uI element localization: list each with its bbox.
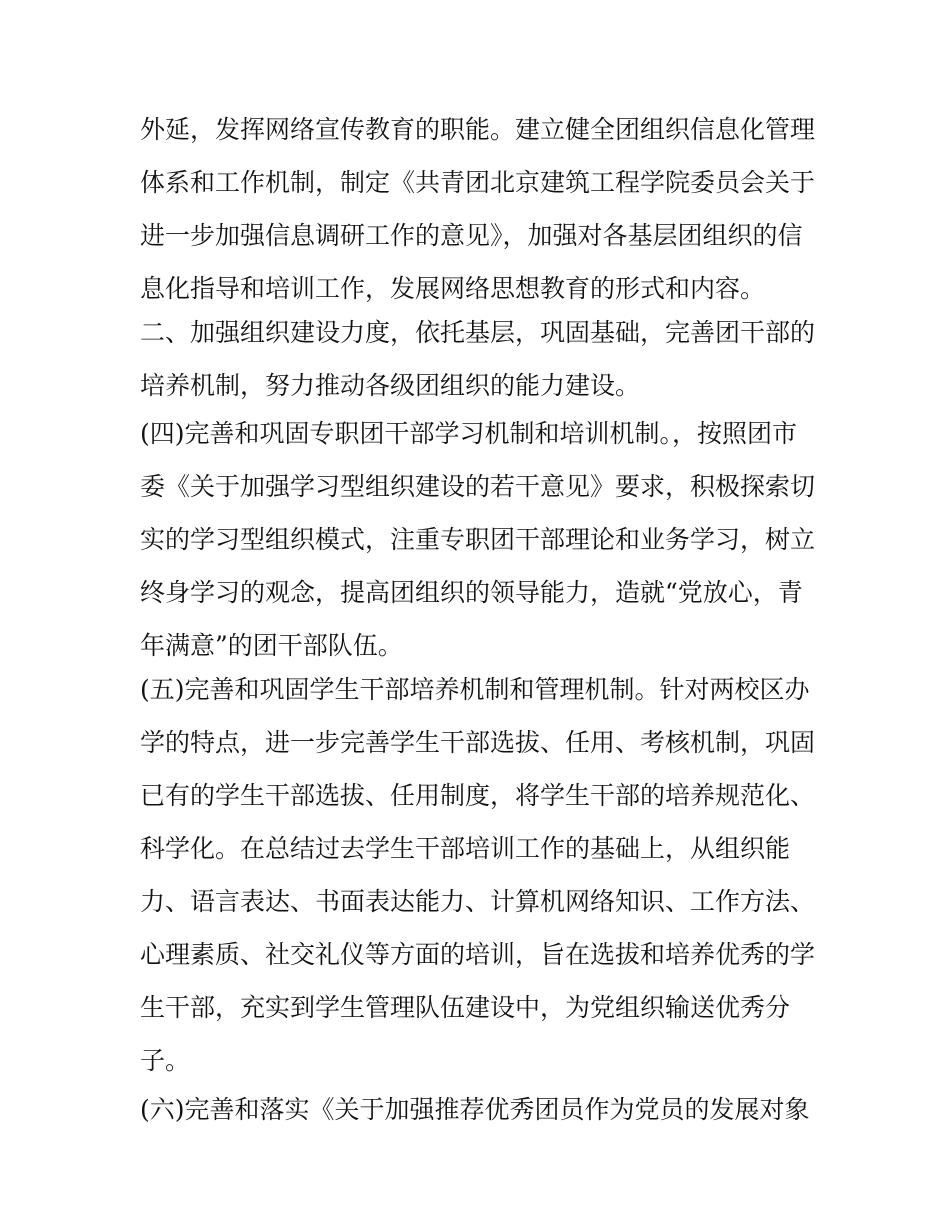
- text-line: 体系和工作机制，制定《共青团北京建筑工程学院委员会关于: [140, 168, 816, 197]
- text-line: (六)完善和落实《关于加强推荐优秀团员作为党员的发展对象: [140, 1095, 810, 1124]
- text-line: 进一步加强信息调研工作的意见》，加强对各基层团组织的信: [140, 221, 803, 250]
- text-line: 培养机制，努力推动各级团组织的能力建设。: [140, 371, 641, 400]
- text-line: 实的学习型组织模式，注重专职团干部理论和业务学习，树立: [140, 525, 816, 554]
- text-line: 力、语言表达、书面表达能力、计算机网络知识、工作方法、: [140, 887, 816, 916]
- text-line: (五)完善和巩固学生干部培养机制和管理机制。针对两校区办: [140, 675, 810, 704]
- text-line: 委《关于加强学习型组织建设的若干意见》要求，积极探索切: [140, 472, 816, 501]
- text-line: 二、加强组织建设力度，依托基层，巩固基础，完善团干部的: [140, 318, 816, 347]
- text-line: 学的特点，进一步完善学生干部选拔、任用、考核机制，巩固: [140, 728, 816, 757]
- text-line: 已有的学生干部选拔、任用制度，将学生干部的培养规范化、: [140, 781, 816, 810]
- text-line: 外延，发挥网络宣传教育的职能。建立健全团组织信息化管理: [140, 115, 816, 144]
- text-line: 息化指导和培训工作，发展网络思想教育的形式和内容。: [140, 274, 766, 303]
- text-line: (四)完善和巩固专职团干部学习机制和培训机制。，按照团市: [140, 419, 798, 448]
- text-line: 年满意”的团干部队伍。: [140, 631, 403, 660]
- text-line: 终身学习的观念，提高团组织的领导能力，造就“党放心，青: [140, 578, 803, 607]
- text-line: 科学化。在总结过去学生干部培训工作的基础上，从组织能: [140, 834, 791, 863]
- text-line: 生干部，充实到学生管理队伍建设中，为党组织输送优秀分: [140, 993, 791, 1022]
- text-line: 子。: [140, 1046, 191, 1075]
- text-line: 心理素质、社交礼仪等方面的培训，旨在选拔和培养优秀的学: [140, 940, 816, 969]
